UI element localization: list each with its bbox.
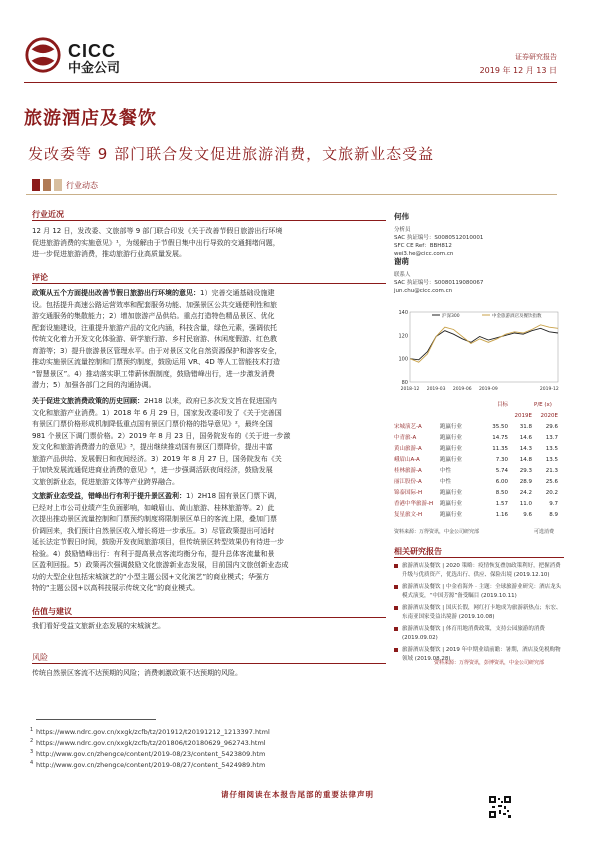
analyst-block-2	[394, 256, 564, 295]
text-line: 文旅创新业态，促进旅游文体等产业跨界融合。	[32, 477, 179, 486]
x-tick-label: 2019-12	[539, 387, 559, 392]
table-cell: 14.6	[519, 435, 532, 441]
text-line: 有景区门票价格形成机制降低重点国有景区门票价格的指导意见》²，最终全国	[32, 420, 273, 428]
analyst-role: 分析员	[394, 227, 411, 233]
related-report-link[interactable]	[394, 604, 564, 621]
analyst-block-1	[394, 211, 564, 258]
chart-grid	[410, 312, 558, 382]
table-header: 2020E	[540, 413, 558, 419]
page-title: 发改委等 9 部门联合发文促进旅游消费，文旅新业态受益	[28, 145, 435, 163]
text-line: 文旅新业态受益，错峰出行有利于提升景区盈利：1）2H18 国有景区门票下调，	[32, 492, 282, 500]
text-line: 关于促进文旅消费政策的历史回顾：2H18 以来，政府已多次发文旨在促进国内	[32, 397, 277, 405]
text-line: 传统文化着力开发文化体验游、研学旅行游、乡村民宿游、休闲度假游、红色教	[32, 335, 277, 343]
table-row	[394, 422, 564, 433]
table-cell: 8.9	[549, 512, 558, 518]
valuation-text: 我们看好受益文旅新业态发展的宋城演艺。	[32, 622, 165, 630]
table-cell: 峨眉山A-A	[394, 457, 420, 463]
table-cell: 13.5	[545, 446, 558, 452]
section-rule	[394, 557, 564, 558]
table-cell: 跑赢行业	[440, 501, 463, 507]
industry-paragraph	[32, 226, 388, 261]
table-cell: 黄山旅游-A	[394, 446, 422, 452]
text-line: 促进旅游消费的实施意见》¹，为缓解由于节假日集中出行导致的交通拥堵问题，	[32, 238, 280, 247]
qr-code-icon	[489, 796, 511, 818]
text-line: 检验。4）鼓励错峰出行：有利于提高景点客流均衡分布，提升总体客流量和景	[32, 549, 275, 558]
table-cell: 跑赢行业	[440, 457, 463, 463]
text-line: 发文化和旅游消费潜力的意见》³，提出继续推动国有景区门票降价，提出丰富	[32, 443, 273, 451]
doc-type: 证券研究报告	[515, 53, 557, 61]
text-line: 区盈利回报。5）政策再次强调鼓励文化旅游新业态发展，目前国内文旅创新业态成	[32, 561, 289, 569]
text-line: 育游等；3）提升旅游景区管理水平。由于对景区文化自然资源保护和游客安全，	[32, 346, 282, 355]
y-tick-label: 100	[398, 356, 408, 363]
table-cell: 20.2	[545, 490, 558, 496]
table-source: 资料来源：万得资讯，中金公司研究部	[394, 529, 480, 535]
tag-divider	[26, 194, 557, 195]
chart-legend	[432, 312, 542, 319]
footnote[interactable]: 4 http://www.gov.cn/zhengce/content/2019-08/27/content_5424989.htm	[30, 760, 266, 769]
table-cell: 14.75	[492, 435, 508, 441]
footnote[interactable]: 3 http://www.gov.cn/zhengce/content/2019-08/23/content_5423809.htm	[30, 749, 266, 758]
text-line: 已经对上市公司业绩产生负面影响，如峨眉山、黄山旅游、桂林旅游等。2）此	[32, 503, 275, 512]
table-cell: 14.8	[519, 457, 532, 463]
legend-label: 中金旅游酒店及餐饮指数	[492, 314, 542, 319]
legend-label: 沪深300	[442, 314, 460, 319]
table-cell: 宋城演艺-A	[394, 424, 422, 430]
table-cell: 29.6	[545, 424, 558, 430]
y-tick-label: 140	[398, 310, 408, 316]
x-tick-label: 2019-06	[452, 387, 472, 392]
text-line: 旅游产品供给、发展假日和夜间经济。3）2019 年 8 月 27 日，国务院发布《关	[32, 454, 282, 463]
x-tick-label: 2018-12	[400, 387, 420, 392]
table-cell: 复星旅文-H	[394, 512, 423, 518]
related-report-text: 旅游酒店及餐饮 | 中金看海外 · 主题：全球旅游业研究：酒店龙头模式演变，“中国芳源”备受瞩目 (2019.10.11)	[402, 584, 562, 599]
analyst-role: 联系人	[394, 272, 411, 278]
section-rule	[32, 283, 386, 284]
chart-yticks	[398, 310, 408, 386]
related-report-text: 旅游酒店及餐饮 | 体育用地消费政策，支持公园旅游的消费 (2019.09.02)	[402, 626, 545, 641]
analyst-sac: SAC 执证编号：S0080119080067	[394, 280, 484, 286]
table-cell: 跑赢行业	[440, 512, 463, 518]
table-cell: 11.0	[519, 501, 532, 507]
footnote[interactable]: 2 https://www.ndrc.gov.cn/xxgk/zcfb/tz/201806/t20180629_962743.html	[30, 738, 266, 747]
plot-frame	[410, 312, 558, 382]
table-cell: 桂林旅游-A	[394, 468, 422, 474]
section-rule	[32, 617, 386, 618]
bullet-icon	[394, 585, 398, 589]
tag-square-icon	[43, 179, 51, 191]
related-report-text: 旅游酒店及餐饮 | 2019 年中期业绩前瞻：暑期，酒店及免税购物领域 (2019.08.28)	[402, 647, 561, 662]
table-subheader-row	[394, 411, 564, 422]
section-rule	[32, 220, 386, 221]
table-header: P/E (x)	[534, 402, 552, 408]
table-cell: 5.74	[495, 468, 508, 474]
table-cell: 24.2	[519, 490, 532, 496]
table-cell: 31.8	[519, 424, 532, 430]
footnote[interactable]: 1 https://www.ndrc.gov.cn/xxgk/zcfb/tz/201912/t20191212_1213397.html	[30, 727, 270, 736]
sector-title: 旅游酒店及餐饮	[24, 108, 157, 129]
text-line: 特的“主题公园+以高科技展示传统文化”的商业模式。	[32, 584, 200, 592]
logo-cn-text: 中金公司	[68, 61, 121, 76]
footnote-rule	[36, 719, 156, 720]
table-row	[394, 510, 564, 521]
header-divider	[24, 82, 557, 83]
text-line: 于加快发展流通促进商业消费的意见》⁴，进一步强调活跃夜间经济，鼓励发展	[32, 466, 273, 474]
series-line	[410, 325, 558, 362]
related-source: 资料来源：万得资讯，彭博资讯，中金公司研究部	[434, 660, 545, 666]
comment-paragraph-1	[32, 288, 388, 392]
analyst-sfc: SFC CE Ref：BBH812	[394, 243, 452, 249]
table-row	[394, 499, 564, 510]
y-tick-label: 120	[398, 333, 408, 340]
bullet-icon	[394, 606, 398, 610]
logo-text: CICC	[68, 41, 116, 61]
table-cell: 丽江股份-A	[394, 479, 422, 485]
table-cell: 6.00	[495, 479, 508, 485]
related-report-link[interactable]	[394, 625, 564, 642]
table-cell: 13.5	[545, 457, 558, 463]
table-cell: 1.57	[495, 501, 508, 507]
section-head-industry: 行业近况	[32, 210, 64, 219]
related-report-text: 旅游酒店及餐饮 | 国庆长假，网红打卡地成为旅游新热点；东宏、东南亚国家受益出境游 (2019.10.08)	[402, 605, 562, 620]
text-line: 12 月 12 日，发改委、文旅部等 9 部门联合印发《关于改善节假日旅游出行环境	[32, 227, 283, 235]
table-row	[394, 433, 564, 444]
section-rule	[32, 663, 386, 664]
report-date: 2019 年 12 月 13 日	[479, 66, 557, 75]
bullet-icon	[394, 627, 398, 631]
table-row	[394, 488, 564, 499]
chart-xticks	[401, 386, 559, 392]
table-cell: 9.7	[549, 501, 558, 507]
analyst-sac: SAC 执证编号：S0080512010001	[394, 235, 484, 241]
tag-square-icon	[54, 179, 62, 191]
table-cell: 跑赢行业	[440, 435, 463, 441]
related-report-text: 旅游酒店及餐饮 | 2020 策略：疫情恢复叠加政策利好，把握消费升级与优质资产，优选出行、供应、保险出境 (2019.12.10)	[402, 563, 561, 578]
analyst-email[interactable]: wei3.he@cicc.com.cn	[394, 251, 454, 257]
table-cell: 跑赢行业	[440, 446, 463, 452]
table-cell: 9.6	[523, 512, 532, 518]
table-cell: 跑赢行业	[440, 490, 463, 496]
text-line: 延长法定节假日时间，鼓励开发夜间旅游项目，但传统景区转型效果仍有待进一步	[32, 538, 284, 546]
related-list	[394, 562, 564, 667]
risk-text: 传统自然景区客流不达预期的风险；消费刺激政策不达预期的风险。	[32, 669, 242, 677]
related-report-link[interactable]	[394, 562, 564, 579]
section-head-valuation: 估值与建议	[32, 607, 72, 616]
table-row	[394, 444, 564, 455]
text-line: 设。包括提升高速公路运营效率和配套服务功能、加强景区公共交通便利性和旅	[32, 300, 277, 309]
section-head-related: 相关研究报告	[394, 547, 442, 556]
table-header: 2019E	[514, 413, 532, 419]
text-line: 配套设施建设，注重提升旅游产品的文化内涵，科技含量，绿色元素，强调依托	[32, 323, 277, 332]
text-line: 游交通服务的集散能力；2）增加旅游产品供给。重点打造特色精品景区、优化	[32, 312, 275, 320]
table-cell: 中性	[440, 468, 452, 474]
table-cell: 香港中华旅游-H	[394, 501, 434, 507]
cicc-logo-icon	[24, 36, 62, 74]
text-line: 进一步促进旅游消费，推动旅游行业高质量发展。	[32, 250, 186, 258]
section-head-comment: 评论	[32, 273, 48, 282]
text-line: 功的大型企业包括宋城演艺的“小型主题公园+文化演艺”的商业模式；华强方	[32, 572, 270, 581]
text-line: 推动实施景区流量控制和门票预约制度，鼓励运用 VR、4D 等人工智能技术打造	[32, 358, 280, 366]
section-head-risk: 风险	[32, 653, 48, 662]
text-line: 文化和旅游产业消费。1）2018 年 6 月 29 日，国家发改委印发了《关于完善国	[32, 408, 282, 417]
comment-paragraph-2	[32, 396, 388, 488]
bullet-icon	[394, 648, 398, 652]
bullet-icon	[394, 564, 398, 568]
text-line: 次提出推动景区流量控制和门票预约制度将限制景区单日的客流上限，叠加门票	[32, 515, 277, 523]
chart-lines	[410, 325, 558, 362]
text-line: 政策从五个方面提出改善节假日旅游出行环境的意见：1）完善交通基础设施建	[32, 289, 275, 297]
x-tick-label: 2019-03	[426, 387, 446, 392]
analyst-name: 谢萌	[394, 257, 409, 266]
table-note: 可选消费	[534, 529, 555, 535]
table-cell: 35.50	[492, 424, 508, 430]
legal-notice: 请仔细阅读在本报告尾部的重要法律声明	[221, 790, 374, 799]
table-row	[394, 477, 564, 488]
text-line: 981 个景区下调门票价格。2）2019 年 8 月 23 日，国务院发布的《关于进一步激	[32, 431, 291, 440]
table-cell: 11.35	[492, 446, 508, 452]
analyst-name: 何伟	[394, 212, 409, 221]
table-cell: 7.30	[495, 457, 508, 463]
text-line: “智慧景区”。4）推动落实职工带薪休假制度，鼓励错峰出行，进一步激发消费	[32, 369, 275, 378]
table-cell: 14.3	[519, 446, 532, 452]
table-cell: 21.3	[545, 468, 558, 474]
table-row	[394, 466, 564, 477]
performance-line-chart	[392, 302, 564, 394]
table-cell: 28.9	[519, 479, 532, 485]
table-cell: 13.7	[545, 435, 558, 441]
related-report-link[interactable]	[394, 583, 564, 600]
table-cell: 25.6	[545, 479, 558, 485]
table-cell: 跑赢行业	[440, 424, 463, 430]
x-tick-label: 2019-09	[478, 387, 498, 392]
table-header-row	[394, 400, 564, 411]
table-cell: 8.50	[495, 490, 508, 496]
text-line: 潜力；5）加强各部门之间的沟通协调。	[32, 381, 156, 389]
table-cell: 中青旅-A	[394, 435, 417, 441]
y-tick-label: 80	[401, 380, 408, 386]
tag-square-icon	[32, 179, 40, 191]
comment-paragraph-3	[32, 491, 388, 595]
text-line: 价调回来，我们预计自然景区收入增长将进一步承压。3）尽管政策提出可适时	[32, 526, 275, 535]
table-cell: 锦泰国际-H	[394, 490, 423, 496]
table-header: 目标	[496, 402, 508, 408]
table-cell: 1.16	[495, 512, 508, 518]
report-tag: 行业动态	[66, 181, 98, 190]
analyst-email[interactable]: jun.chu@cicc.com.cn	[394, 288, 453, 294]
table-cell: 中性	[440, 479, 452, 485]
table-row	[394, 455, 564, 466]
table-cell: 29.3	[519, 468, 532, 474]
